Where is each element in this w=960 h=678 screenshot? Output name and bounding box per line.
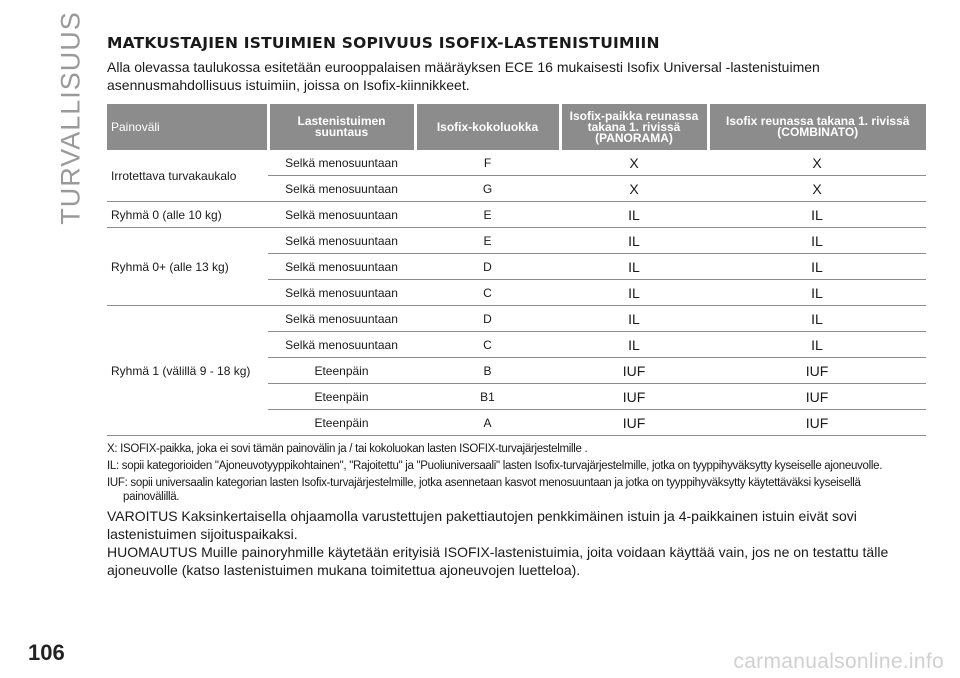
header-direction: Lastenistuimen suuntaus — [268, 104, 415, 150]
warning-text: VAROITUS Kaksinkertaisella ohjaamolla varustettujen pakettiautojen penkkimäinen istuin ja 4-paikkainen istuin eivät sovi lastenistuimen sijoituspaikaksi. — [107, 508, 857, 542]
cell-combinato: IL — [811, 232, 823, 249]
group-label: Ryhmä 1 (välillä 9 - 18 kg) — [111, 363, 251, 378]
cell-class: D — [483, 259, 492, 274]
header-class: Isofix-kokoluokka — [415, 104, 560, 150]
cell-combinato: X — [812, 154, 822, 171]
group-label: Ryhmä 0 (alle 10 kg) — [111, 207, 222, 222]
footnotes — [107, 442, 927, 504]
cell-combinato: IL — [811, 310, 823, 327]
cell-panorama: X — [629, 154, 639, 171]
table-row — [107, 228, 926, 254]
section-side-tab — [46, 11, 96, 225]
footnote-x: X: ISOFIX-paikka, joka ei sovi tämän painovälin ja / tai kokoluokan lasten ISOFIX-turvajärjestelmille . — [107, 443, 588, 455]
cell-panorama: IUF — [622, 414, 646, 431]
cell-direction: Selkä menosuuntaan — [285, 207, 398, 222]
group-label: Ryhmä 0+ (alle 13 kg) — [111, 259, 229, 274]
cell-direction: Selkä menosuuntaan — [285, 311, 398, 326]
cell-combinato: IUF — [805, 414, 829, 431]
cell-class: C — [483, 337, 492, 352]
cell-combinato: X — [812, 180, 822, 197]
table-row — [107, 150, 926, 176]
footnote-iuf: IUF: sopii universaalin kategorian lasten Isofix-turvajärjestelmille, jotka asennetaan kasvot menosuuntaan ja jotka on tyyppihyväksytty käytettäväksi kyseisellä — [107, 477, 861, 489]
cell-panorama: IL — [628, 284, 640, 301]
cell-class: C — [483, 285, 492, 300]
page-content — [107, 34, 927, 579]
notes — [107, 507, 927, 579]
cell-combinato: IL — [811, 258, 823, 275]
cell-class: E — [483, 207, 492, 222]
cell-class: D — [483, 311, 492, 326]
cell-direction: Selkä menosuuntaan — [285, 285, 398, 300]
cell-class: E — [483, 233, 492, 248]
group-label: Irrotettava turvakaukalo — [111, 168, 237, 183]
table-header-row — [107, 104, 926, 150]
cell-panorama: IL — [628, 258, 640, 275]
footnote-iuf-continued: painovälillä. — [123, 491, 180, 503]
cell-panorama: IUF — [622, 388, 646, 405]
cell-combinato: IL — [811, 284, 823, 301]
cell-class: B — [483, 363, 492, 378]
cell-direction: Selkä menosuuntaan — [285, 155, 398, 170]
cell-direction: Selkä menosuuntaan — [285, 337, 398, 352]
cell-direction: Selkä menosuuntaan — [285, 181, 398, 196]
cell-class: G — [482, 181, 493, 196]
cell-panorama: IL — [628, 336, 640, 353]
cell-combinato: IUF — [805, 388, 829, 405]
section-side-tab-label: TURVALLISUUS — [55, 11, 86, 225]
cell-direction: Eteenpäin — [314, 389, 369, 404]
header-combinato: Isofix reunassa takana 1. rivissä (COMBINATO) — [708, 104, 926, 150]
cell-direction: Selkä menosuuntaan — [285, 233, 398, 248]
intro-paragraph: Alla olevassa taulukossa esitetään eurooppalaisen määräyksen ECE 16 mukaisesti Isofix Universal -lastenistuimen asennusmahdollisuus istuimiin, joissa on Isofix-kiinnikkeet. — [107, 59, 820, 93]
cell-combinato: IL — [811, 336, 823, 353]
note-text: HUOMAUTUS Muille painoryhmille käytetään erityisiä ISOFIX-lastenistuimia, joita voidaan käyttää vain, jos ne on testattu tälle ajoneuvolle (katso lastenistuimen mukana toimitettua ajoneuvojen luetteloa). — [107, 544, 889, 578]
page-number: 106 — [28, 640, 65, 665]
cell-direction: Eteenpäin — [314, 363, 369, 378]
page-title: MATKUSTAJIEN ISTUIMIEN SOPIVUUS ISOFIX-LASTENISTUIMIIN — [107, 34, 660, 52]
cell-combinato: IUF — [805, 362, 829, 379]
header-panorama: Isofix-paikka reunassa takana 1. rivissä (PANORAMA) — [560, 104, 708, 150]
cell-class: A — [483, 415, 492, 430]
header-weight: Painoväli — [107, 104, 268, 150]
cell-direction: Eteenpäin — [314, 415, 369, 430]
isofix-compatibility-table — [107, 104, 926, 436]
cell-panorama: IUF — [622, 362, 646, 379]
cell-panorama: X — [629, 180, 639, 197]
cell-class: B1 — [480, 389, 495, 404]
cell-direction: Selkä menosuuntaan — [285, 259, 398, 274]
table-row — [107, 202, 926, 228]
watermark: carmanualsonline.info — [733, 650, 944, 673]
table-row — [107, 306, 926, 332]
cell-panorama: IL — [628, 232, 640, 249]
cell-panorama: IL — [628, 310, 640, 327]
cell-panorama: IL — [628, 206, 640, 223]
cell-class: F — [483, 155, 492, 170]
cell-combinato: IL — [811, 206, 823, 223]
footnote-il: IL: sopii kategorioiden "Ajoneuvotyyppikohtainen", "Rajoitettu" ja "Puoliuniversaali" lasten Isofix-turvajärjestelmille, jotka on tyyppihyväksytty kyseiselle ajoneuvolle. — [107, 460, 883, 472]
